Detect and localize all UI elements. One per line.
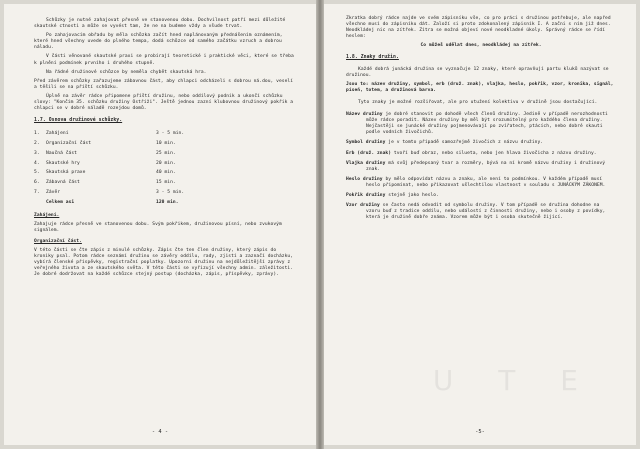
definition-term: Erb (druž. znak) [346, 150, 392, 156]
definition-text: se často nedá odvodit od symbolu družiny. V tom případě se družina dohodne na vzoru buď z tradice oddílu, nebo událostí z činnosti družiny, nebo i osoby z povídky, která je družině dobře známa. Vzorem může být i osoba skutečně žijící. [366, 203, 606, 221]
outline-number: 1. [34, 131, 40, 137]
znaky-note: Tyto znaky je možné rozšiřovat, ale pro utužení kolektivu v družině jsou dostačující. [358, 99, 598, 105]
outline-time: 20 min. [156, 160, 176, 166]
outline-time: 40 min. [156, 170, 176, 176]
watermark: U T E [432, 364, 596, 397]
outline-time: 15 min. [156, 180, 176, 186]
outline-row [34, 188, 298, 198]
definition-text: je dobré stanovit po dohodě všech členů družiny. Jedině v případě nerozhodnosti může rádce poradit. Název družiny by měl být srozumitelný pro každého člena družiny. Nejčastěji se junácké družiny pojmenovávají po zvířatech, ptácích, nebo dobré skauti podle vodních živočichů. [366, 112, 608, 136]
outline-number: 5. [34, 170, 40, 176]
outline-label: Závěr [46, 189, 61, 195]
definition-pokrik [346, 193, 616, 199]
znaky-heading: 1.8. Znaky družin. [346, 55, 399, 61]
outline-label: Naučná část [46, 150, 77, 156]
book-gutter [316, 0, 324, 449]
left-page [4, 4, 316, 445]
definition-text: stejně jako heslo. [388, 192, 439, 198]
paragraph-scout-game: Na řádné družinové schůzce by neměla chybět skautská hra. [46, 69, 207, 75]
org-text: V této části se čte zápis z minulé schůzky. Zápis čte ten člen družiny, který zápis do kroniky psal. Potom rádce seznámí družinu se závěry oddílu, rady, zjistí a zaznačí docházku, vybírá členské příspěvky, registrační poplatky. Upozorní družinu na nejdůležitější zprávy z veřejného života a ze skautského světa. V této části se vyřizují všechny admin. záležitosti. Je dobré dodržovat na každé schůzce stejný postup (docházka, zápis, příspěvky, zprávy). [34, 248, 294, 278]
outline-number: 3. [34, 150, 40, 156]
outline-time: 10 min. [156, 140, 176, 146]
definition-text: je v tomto případě samozřejmě živočich z názvu družiny. [388, 140, 544, 146]
paragraph-punctuality: Schůzky je nutné zahajovat přesně ve stanovenou dobu. Dochvilnost patří mezi důležité skautské ctnosti a může se vyvést tam, že ne na budeme vždy a všude trvat. [34, 18, 286, 30]
definition-term: Pokřik družiny [346, 192, 386, 198]
left-page-content [34, 18, 298, 282]
outline-number: 6. [34, 180, 40, 186]
definition-text: by mělo odpovídat názvu a znaku, ale není to podmínkou. V každém případě musí heslo připomínat, nebo přikazovat ušlechtilou vlastnost v souladu s JUNÁCKÝM ZÁKONEM. [366, 176, 606, 188]
outline-row [34, 178, 298, 188]
outline-row [34, 139, 298, 149]
motto: Co můžeš udělat dnes, neodkládej na zítřek. [420, 43, 542, 49]
outline-label: Skautská praxe [46, 170, 86, 176]
outline-time: 25 min. [156, 150, 176, 156]
outline-row [34, 149, 298, 159]
definition-term: Heslo družiny [346, 176, 383, 182]
definition-vzor [346, 203, 616, 221]
zahajeni-heading: Zahájení. [34, 212, 60, 218]
paragraph-fun-part: Před závěrem schůzky zařazujeme zábavnou část, aby chlapci odcházeli s dobrou ná.dou, veselí a těšili se na příští schůzku. [34, 78, 294, 90]
znaky-intro: Každé dobrá junácká družina se vyznačuje 12 znaky, které opravňují partu kluků nazývat se družinou. [346, 66, 609, 78]
znaky-list: Jsou to: název družiny, symbol, erb (druž. znak), vlajka, heslo, pokřik, vzor, kronika, signál, píseň, totem, a družinová barva. [346, 81, 614, 93]
definition-symbol [346, 140, 616, 146]
outline-row [34, 169, 298, 179]
definition-vlajka [346, 161, 616, 173]
outline-total-label: Celkem asi [46, 199, 75, 205]
outline-number: 2. [34, 140, 40, 146]
outline-label: Organizační část [46, 140, 92, 146]
outline-total-time: 120 min. [156, 199, 179, 205]
definition-text: tvoří buď obraz, nebo silueta, nebo jen hlava živočicha z názvu družiny. [393, 150, 597, 156]
paragraph-notebook: Zkratka dobrý rádce najde ve svém zápisníku vše, co pro práci s družinou potřebuje, ale napřed všechno musí do zápisníku dát. Založí si proto zdokonalený zápisník I. A začni s ním již dnes. Neodkládej nic na zítřek. Zítra se možná objeví nové neodkladné úkoly. Správný rádce se řídí heslem: [346, 16, 611, 40]
outline-total-row [34, 198, 298, 208]
outline-row [34, 159, 298, 169]
right-page [324, 4, 636, 445]
definition-heslo [346, 177, 616, 189]
definition-term: Vlajka družiny [346, 160, 386, 166]
definition-erb [346, 151, 616, 157]
definition-term: Vzor družiny [346, 203, 380, 209]
page-number-right: -5- [475, 429, 485, 435]
page-number-left: - 4 - [151, 429, 169, 435]
definition-term: Název družiny [346, 112, 383, 118]
toc-heading: 1.7. Osnova družinové schůzky. [34, 118, 123, 124]
definition-term: Symbol družiny [346, 140, 386, 146]
meeting-outline [34, 129, 298, 207]
org-heading: Organizační část. [34, 238, 82, 244]
outline-label: Zábavná část [46, 180, 80, 186]
outline-time: 3 - 5 min. [156, 131, 185, 137]
outline-number: 7. [34, 189, 40, 195]
paragraph-scout-practice: V části věnované skautské praxi se probírají teoretické i praktické věci, které se třeba k plnění podmínek prvního i druhého stupně. [34, 54, 294, 66]
paragraph-closing: Úplně na závěr rádce připomene příští družinu, nebo oddílový podnik a ukončí schůzku slovy: "Končím 35. schůzku družiny Ostříži". Ještě jednou zazní klubovnou družinový pokřik a chlapci se v dobré náladě rozejdou domů. [34, 93, 294, 112]
outline-number: 4. [34, 160, 40, 166]
outline-time: 3 - 5 min. [156, 189, 185, 195]
definition-text: má svůj předepsaný tvar a rozměry, bývá na ní kromě názvu družiny i družinový znak. [366, 160, 606, 172]
paragraph-opening: Po zahajovacím obřadu by měla schůzka začít hned naplánovaným přednášením oznámením, které hned všechny uvede do plného tempa, dodá schůzce od samého začátku vzruch a dobrou náladu. [34, 33, 283, 51]
outline-row [34, 129, 298, 139]
definition-nazev [346, 112, 616, 136]
zahajeni-text: Zahajuje rádce přesně ve stanovenou dobu. Svým pokřikem, družinovou písní, nebo zvukovým signálem. [34, 221, 282, 233]
outline-label: Skautské hry [46, 160, 80, 166]
outline-label: Zahájení [46, 131, 69, 137]
right-page-content [346, 16, 616, 225]
